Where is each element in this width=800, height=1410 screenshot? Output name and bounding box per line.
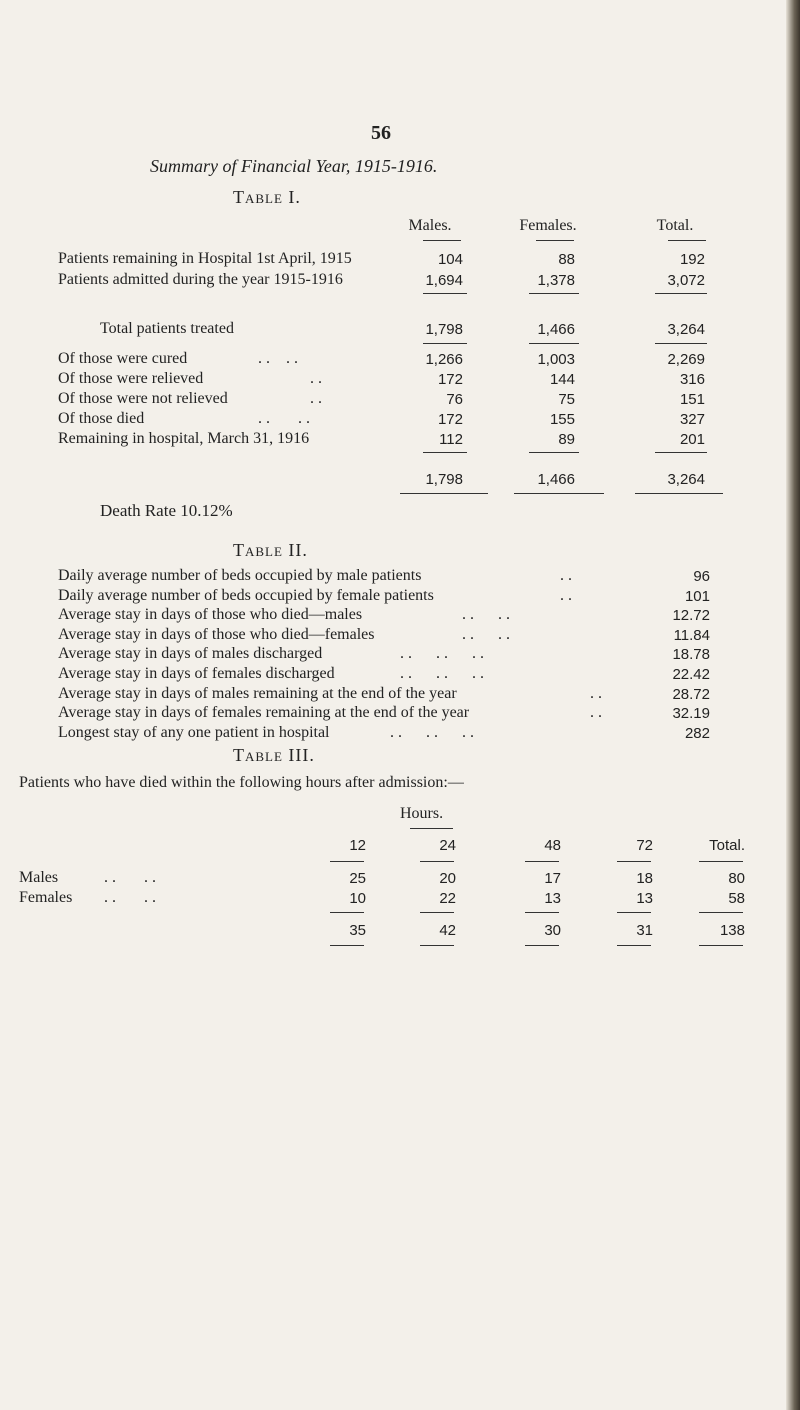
dot-leader: . . . . — [462, 625, 510, 643]
table1-treated-males: 1,798 — [425, 321, 463, 338]
table1-row-not-relieved-total: 151 — [679, 391, 705, 408]
table1-row-remaining-females: 88 — [558, 251, 575, 268]
table1-row-died-females: 155 — [549, 411, 575, 428]
rule — [330, 861, 364, 862]
page-number: 56 — [371, 122, 391, 144]
rule — [617, 861, 651, 862]
table3-cell: 22 — [439, 890, 456, 907]
table2-row-label: Daily average number of beds occupied by male patients — [58, 567, 422, 584]
table1-row-admitted-total: 3,072 — [667, 272, 705, 289]
table1-row-died-label: Of those died — [58, 410, 145, 427]
dot-leader: . . — [310, 370, 322, 387]
table1-treated-females: 1,466 — [537, 321, 575, 338]
rule — [423, 240, 461, 241]
table1-row-remaining-label: Patients remaining in Hospital 1st April, 1915 — [58, 250, 352, 267]
table3-total: 42 — [439, 922, 456, 939]
table1-row-cured-males: 1,266 — [425, 351, 463, 368]
rule — [668, 240, 706, 241]
table3-total: 138 — [719, 922, 745, 939]
death-rate: Death Rate 10.12% — [100, 501, 233, 520]
table2-row-label: Average stay in days of females discharged — [58, 665, 335, 682]
rule — [536, 240, 574, 241]
table1-row-cured-label: Of those were cured — [58, 350, 188, 367]
table3-cell: 25 — [349, 870, 366, 887]
table2-row-label: Average stay in days of those who died—females — [58, 625, 375, 643]
page-edge-shadow — [786, 0, 800, 1410]
rule — [617, 945, 651, 946]
table1-sum-total: 3,264 — [667, 471, 705, 488]
table1-row-remaining-march-females: 89 — [558, 431, 575, 448]
rule — [699, 912, 743, 913]
rule — [655, 293, 707, 294]
table1-sum-males: 1,798 — [425, 471, 463, 488]
table2-row-label: Average stay in days of males discharged — [58, 645, 323, 663]
dot-leader: . . — [590, 684, 602, 702]
table1-row-remaining-march-total: 201 — [679, 431, 705, 448]
rule — [655, 452, 707, 453]
table1-row-relieved-total: 316 — [679, 371, 705, 388]
table1-row-admitted-label: Patients admitted during the year 1915-1916 — [58, 271, 343, 288]
table3-total: 35 — [349, 922, 366, 939]
rule — [420, 945, 454, 946]
table3-cell: 10 — [349, 890, 366, 907]
table1-row-relieved-females: 144 — [549, 371, 575, 388]
dot-leader: . . — [560, 567, 572, 584]
rule — [423, 452, 467, 453]
table1-row-remaining-march-males: 112 — [439, 431, 463, 448]
rule — [514, 493, 604, 494]
table2-row-value: 18.78 — [672, 646, 710, 664]
table2-row-value: 32.19 — [672, 705, 710, 723]
table1-sum-females: 1,466 — [537, 471, 575, 488]
dot-leader: . . . . — [258, 410, 310, 427]
page-title: Summary of Financial Year, 1915-1916. — [150, 156, 438, 176]
table1-row-relieved-label: Of those were relieved — [58, 370, 204, 387]
table3-col-header: 24 — [439, 837, 456, 854]
dot-leader: . . . . — [258, 350, 298, 367]
rule — [410, 828, 453, 829]
dot-leader: . . . . . . — [390, 723, 474, 741]
rule — [529, 293, 579, 294]
table3-total: 31 — [636, 922, 653, 939]
table3-cell: 17 — [544, 870, 561, 887]
table1-row-cured-females: 1,003 — [537, 351, 575, 368]
rule — [635, 493, 723, 494]
table1-row-not-relieved-females: 75 — [558, 391, 575, 408]
dot-leader: . . . . — [104, 869, 156, 886]
table3-cell: 13 — [636, 890, 653, 907]
table2-row-value: 96 — [693, 568, 710, 585]
table2-row-value: 11.84 — [673, 626, 710, 644]
dot-leader: . . . . — [462, 606, 510, 624]
rule — [423, 343, 467, 344]
rule — [525, 912, 559, 913]
table1-col-males: Males. — [408, 217, 452, 234]
table3-cell: 80 — [728, 870, 745, 887]
rule — [330, 945, 364, 946]
table1-col-females: Females. — [519, 217, 577, 234]
table2-row-value: 101 — [684, 587, 710, 605]
table1-treated-total: 3,264 — [667, 321, 705, 338]
table3-cell: 18 — [636, 870, 653, 887]
table3-cell: 58 — [728, 890, 745, 907]
table2-row-value: 22.42 — [672, 666, 710, 683]
table3-col-header: 48 — [544, 837, 561, 854]
rule — [330, 912, 364, 913]
table1-row-admitted-females: 1,378 — [537, 272, 575, 289]
dot-leader: . . . . — [104, 889, 156, 906]
table1-row-not-relieved-males: 76 — [446, 391, 463, 408]
table3-cell: 13 — [544, 890, 561, 907]
rule — [420, 912, 454, 913]
table1-row-died-males: 172 — [437, 411, 463, 428]
rule — [699, 861, 743, 862]
dot-leader: . . — [590, 704, 602, 722]
rule — [525, 861, 559, 862]
table2-row-value: 28.72 — [672, 685, 710, 703]
rule — [420, 861, 454, 862]
rule — [529, 452, 579, 453]
dot-leader: . . . . . . — [400, 645, 484, 663]
table1-row-remaining-males: 104 — [437, 251, 463, 268]
table2-row-label: Average stay in days of males remaining at the end of the year — [58, 684, 457, 702]
table3-col-header: Total. — [709, 837, 745, 854]
table2-row-label: Average stay in days of those who died—males — [58, 606, 363, 624]
table1-row-not-relieved-label: Of those were not relieved — [58, 390, 228, 407]
table1-row-died-total: 327 — [679, 411, 705, 428]
dot-leader: . . . . . . — [400, 665, 484, 682]
table3-row-label: Males — [19, 869, 59, 886]
table2-heading: Table II. — [233, 540, 308, 560]
table2-row-value: 282 — [684, 724, 710, 742]
table2-row-label: Daily average number of beds occupied by female patients — [58, 586, 434, 604]
rule — [655, 343, 707, 344]
table1-row-cured-total: 2,269 — [667, 351, 705, 368]
rule — [525, 945, 559, 946]
table3-row-label: Females — [19, 889, 73, 906]
table1-row-remaining-total: 192 — [679, 251, 705, 268]
table3-heading: Table III. — [233, 745, 315, 765]
table3-intro: Patients who have died within the following hours after admission:— — [19, 774, 464, 791]
dot-leader: . . — [560, 586, 572, 604]
table1-treated-label: Total patients treated — [100, 320, 234, 337]
table3-cell: 20 — [439, 870, 456, 887]
rule — [529, 343, 579, 344]
table1-row-remaining-march-label: Remaining in hospital, March 31, 1916 — [58, 430, 310, 447]
table3-col-header: 72 — [636, 837, 653, 854]
rule — [617, 912, 651, 913]
table2-row-value: 12.72 — [672, 607, 710, 625]
table3-col-header: 12 — [349, 837, 366, 854]
dot-leader: . . — [310, 390, 322, 407]
rule — [423, 293, 467, 294]
table1-row-relieved-males: 172 — [437, 371, 463, 388]
table2-row-label: Average stay in days of females remaining at the end of the year — [58, 704, 470, 722]
table1-row-admitted-males: 1,694 — [425, 272, 463, 289]
rule — [699, 945, 743, 946]
table1-col-total: Total. — [656, 217, 694, 234]
table3-hours-label: Hours. — [400, 805, 444, 822]
table3-total: 30 — [544, 922, 561, 939]
rule — [400, 493, 488, 494]
table2-row-label: Longest stay of any one patient in hospital — [58, 723, 330, 741]
table1-heading: Table I. — [233, 187, 301, 207]
